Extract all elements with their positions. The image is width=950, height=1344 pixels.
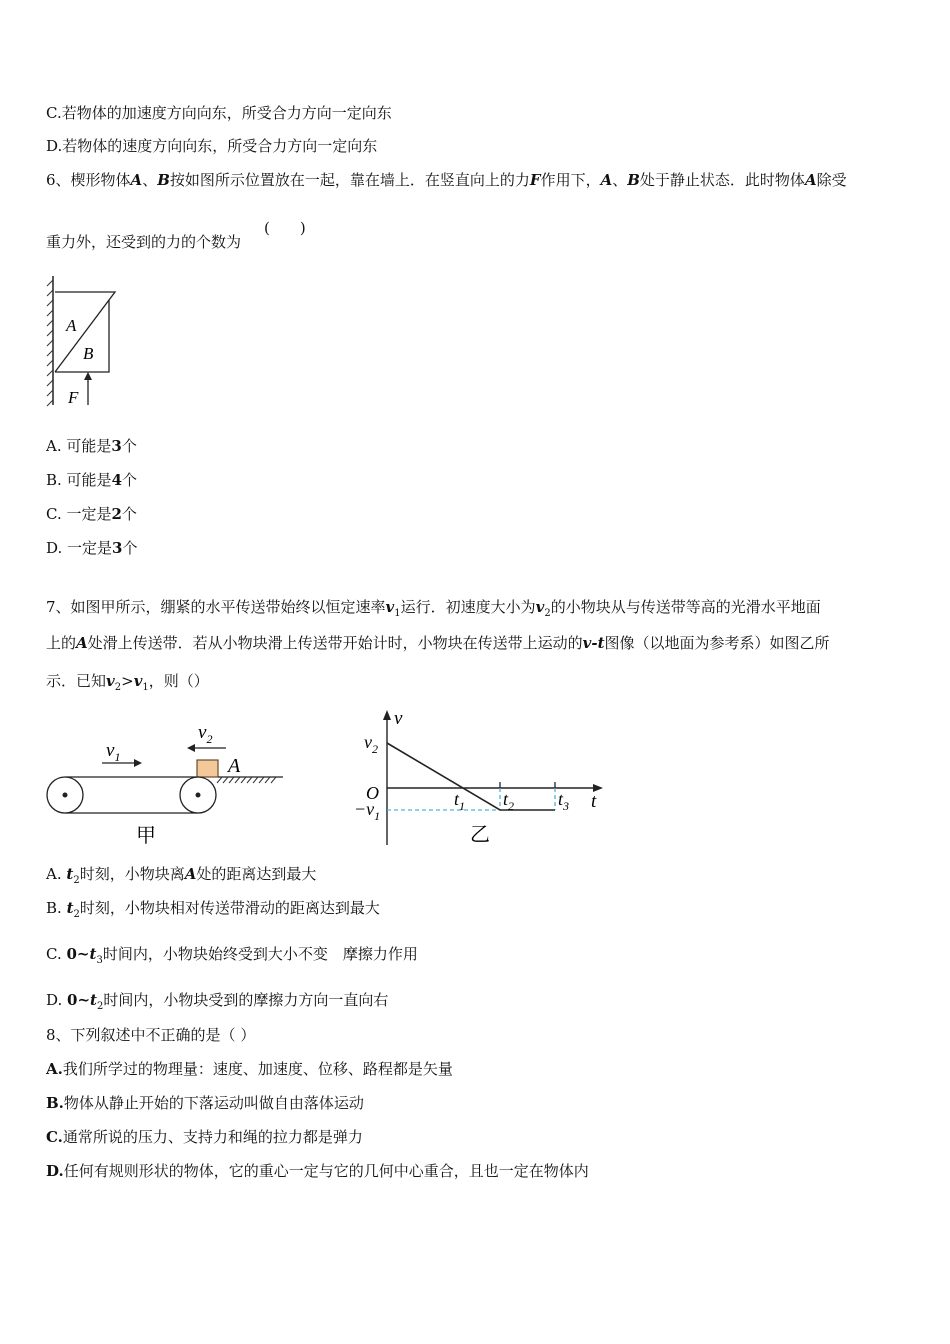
- q8-option-d: D.任何有规则形状的物体，它的重心一定与它的几何中心重合，且也一定在物体内: [46, 1162, 589, 1180]
- q7-stem-line1: 7、如图甲所示，绷紧的水平传送带始终以恒定速率$v_1$运行．初速度大小为$v_2$的小物块从与传送带等高的光滑水平地面: [46, 598, 821, 619]
- yi-origin: O: [366, 783, 379, 803]
- q7-option-b: B. $t_2$时刻，小物块相对传送带滑动的距离达到最大: [46, 899, 380, 920]
- jia-v1-label: $v_1$: [106, 740, 121, 764]
- q7-figure-yi: [350, 705, 610, 850]
- q7-stem-line2: 上的A处滑上传送带．若从小物块滑上传送带开始计时，小物块在传送带上运动的v-t图像（以地面为参考系）如图乙所: [46, 634, 830, 652]
- q8-option-a: A.我们所学过的物理量：速度、加速度、位移、路程都是矢量: [46, 1060, 453, 1078]
- q6-stem-line1: 6、楔形物体A、B按如图所示位置放在一起，靠在墙上．在竖直向上的力F作用下，A、B处于静止状态．此时物体A除受: [46, 171, 847, 189]
- q7-option-c: C. $0\sim t_3$时间内，小物块始终受到大小不变 摩擦力作用: [46, 945, 418, 966]
- q6-label-f: F: [68, 388, 79, 407]
- yi-t2-label: $t_2$: [503, 789, 515, 813]
- jia-block-a: [197, 760, 218, 777]
- q8-option-b: B.物体从静止开始的下落运动叫做自由落体运动: [46, 1094, 364, 1112]
- q7-option-a: A. $t_2$时刻，小物块离A处的距离达到最大: [46, 865, 317, 886]
- q8-option-c: C.通常所说的压力、支持力和绳的拉力都是弹力: [46, 1128, 363, 1146]
- q6-option-b: B. 可能是4个: [46, 471, 138, 489]
- jia-label-a: A: [228, 755, 241, 777]
- yi-axis-v: v: [394, 708, 403, 729]
- jia-v2-label: $v_2$: [198, 722, 213, 746]
- q7-stem-line3: 示．已知$v_2>v_1$，则（）: [46, 672, 209, 693]
- q5-option-d: D.若物体的速度方向向东，所受合力方向一定向东: [46, 137, 378, 155]
- q7-figure-jia: [40, 718, 290, 848]
- q8-stem: 8、下列叙述中不正确的是（ ）: [46, 1026, 256, 1044]
- q7-option-d: D. $0\sim t_2$时间内，小物块受到的摩擦力方向一直向右: [46, 991, 389, 1012]
- q6-label-b: B: [83, 344, 94, 363]
- yi-neg-v1-label: $-v_1$: [354, 799, 381, 823]
- q6-option-a: A. 可能是3个: [46, 437, 137, 455]
- yi-t1-label: $t_1$: [454, 789, 466, 813]
- q6-option-d: D. 一定是3个: [46, 539, 138, 557]
- yi-caption: 乙: [470, 824, 490, 846]
- yi-v2-label: $v_2$: [364, 732, 378, 756]
- yi-axis-t: t: [591, 791, 597, 812]
- q6-option-c: C. 一定是2个: [46, 505, 137, 523]
- q6-answer-paren: ( ): [264, 219, 306, 237]
- q6-wedge-figure: [40, 270, 130, 415]
- q6-label-a: A: [66, 316, 77, 335]
- yi-t3-label: $t_3$: [558, 789, 570, 813]
- q6-stem-line2: 重力外，还受到的力的个数为: [46, 233, 242, 251]
- jia-caption: 甲: [136, 825, 156, 847]
- yi-vt-line: [387, 743, 555, 810]
- q5-option-c: C.若物体的加速度方向向东，所受合力方向一定向东: [46, 104, 392, 122]
